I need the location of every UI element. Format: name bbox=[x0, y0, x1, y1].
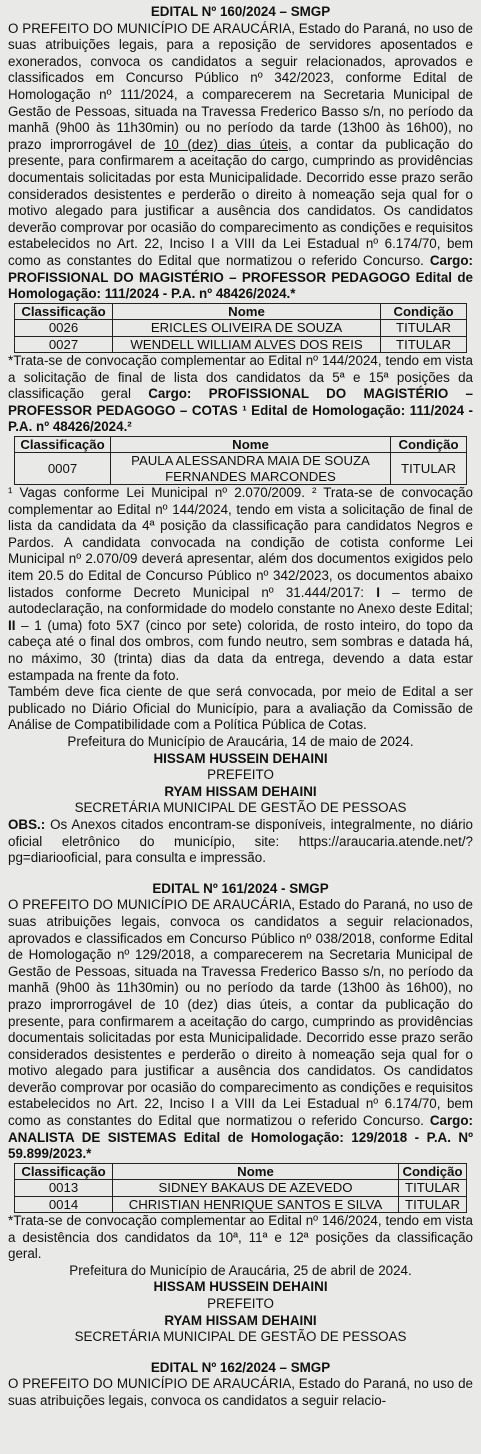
candidates-table bbox=[14, 436, 467, 485]
column-header: Nome bbox=[113, 303, 381, 319]
edital-title: EDITAL Nº 162/2024 – SMGP bbox=[150, 1359, 331, 1375]
signatory-role: SECRETÁRIA MUNICIPAL DE GESTÃO DE PESSOAS bbox=[74, 800, 407, 816]
prazo-text: 10 (dez) dias úteis bbox=[163, 136, 288, 152]
table-row bbox=[15, 1180, 467, 1196]
signatory-role: PREFEITO bbox=[207, 1296, 274, 1312]
edital-body: O PREFEITO DO MUNICÍPIO DE ARAUCÁRIA, Estado do Paraná, no uso de suas atribuições legais, convoca os candidatos a seguir relacio- bbox=[8, 1376, 473, 1408]
edital-body bbox=[8, 21, 473, 303]
note-text: *Trata-se de convocação complementar ao Edital nº 144/2024, tendo em vista a solicitação de final de lista dos candidatos da 5ª e 15ª posições da classificação geral bbox=[8, 352, 473, 402]
intro-continuation: , a contar da publicação do presente, para confirmarem a aceitação do cargo, cumprindo as providências documentais solicitadas por esta Municipalidade. Decorrido esse prazo serão considerados desistentes e perderão o direito à nomeação seja qual for o motivo alegado para justificar a ausência dos candidatos. Os candidatos deverão comprovar por ocasião do comparecimento as condições e requisitos estabelecidos no Art. 22, Inciso I a VIII da Lei Estadual nº 6.174/70, bem como as constantes do Edital que normatizou o referido Concurso. bbox=[8, 136, 473, 268]
table-cell: 0027 bbox=[15, 336, 113, 352]
candidates-table bbox=[14, 1163, 467, 1213]
table-cell: TITULAR bbox=[391, 453, 467, 485]
item-text: – termo de autodeclaração, na conformidade do modelo constante no Anexo deste Edital; bbox=[8, 584, 473, 617]
table-cell: CHRISTIAN HENRIQUE SANTOS E SILVA bbox=[113, 1196, 399, 1212]
column-header: Condição bbox=[391, 436, 467, 452]
table-row bbox=[15, 320, 467, 336]
table-cell: 0014 bbox=[15, 1196, 113, 1212]
column-header: Nome bbox=[113, 1163, 399, 1179]
edital-162 bbox=[8, 1360, 473, 1410]
signatory-name: HISSAM HUSSEIN DEHAINI bbox=[153, 1279, 328, 1295]
signatory-role: PREFEITO bbox=[207, 767, 274, 783]
table-header-row bbox=[15, 303, 467, 319]
column-header: Classificação bbox=[15, 1163, 113, 1179]
footnote: *Trata-se de convocação complementar ao Edital nº 146/2024, tendo em vista a desistência dos candidatos da 10ª, 11ª e 12ª posições da classificação geral. bbox=[8, 1213, 473, 1262]
table-header-row bbox=[15, 1163, 467, 1179]
obs-label: OBS.: bbox=[8, 816, 46, 832]
column-header: Classificação bbox=[15, 436, 111, 452]
table-row bbox=[15, 1196, 467, 1212]
intro-text: O PREFEITO DO MUNICÍPIO DE ARAUCÁRIA, Estado do Paraná, no uso de suas atribuições legais, para a reposição de servidores aposentados e exonerados, convoca os candidatos a seguir relacionados, aprovados e classificados em Concurso Público nº 342/2023, conforme Edital de Homologação nº 111/2024, a comparecerem na Secretaria Municipal de Gestão de Pessoas, situada na Travessa Frederico Basso s/n, no período da manhã (9h00 às 11h30min) ou no período da tarde (13h00 às 16h00), no prazo improrrogável de bbox=[8, 20, 473, 152]
signatory-name: RYAM HISSAM DEHAINI bbox=[164, 1312, 317, 1328]
edital-title: EDITAL Nº 161/2024 - SMGP bbox=[152, 880, 329, 896]
signatory-role: SECRETÁRIA MUNICIPAL DE GESTÃO DE PESSOAS bbox=[74, 1329, 407, 1345]
date-line: Prefeitura do Município de Araucária, 14 de maio de 2024. bbox=[67, 734, 414, 749]
column-header: Classificação bbox=[15, 303, 113, 319]
table-cell: TITULAR bbox=[399, 1180, 467, 1196]
footnote bbox=[8, 485, 473, 684]
table-cell: SIDNEY BAKAUS DE AZEVEDO bbox=[113, 1180, 399, 1196]
item-label: I bbox=[376, 584, 380, 600]
table-cell: 0026 bbox=[15, 320, 113, 336]
column-header: Condição bbox=[381, 303, 467, 319]
table-cell: PAULA ALESSANDRA MAIA DE SOUZA FERNANDES MARCONDES bbox=[111, 453, 391, 485]
table-cell: ERICLES OLIVEIRA DE SOUZA bbox=[113, 320, 381, 336]
signatory-name: RYAM HISSAM DEHAINI bbox=[164, 783, 317, 799]
cargo-heading: Cargo: PROFISSIONAL DO MAGISTÉRIO – PROFESSOR PEDAGOGO – COTAS ¹ Edital de Homologação: 111/2024 - P.A. nº 48426/2024.² bbox=[8, 386, 473, 435]
edital-body bbox=[8, 897, 473, 1163]
note-text: ¹ Vagas conforme Lei Municipal nº 2.070/2009. ² Trata-se de convocação complementar ao Edital nº 144/2024, tendo em vista a solicitação de final de lista da candidata da 4ª posição da classificação para candidatos Negros e Pardos. A candidata convocada na condição de cotista conforme Lei Municipal nº 2.070/09 deverá apresentar, além dos documentos exigidos pelo item 20.5 do Edital de Concurso Público nº 342/2023, os documentos abaixo listados conforme Decreto Municipal nº 31.444/2017: bbox=[8, 485, 473, 600]
cargo-heading: Cargo: ANALISTA DE SISTEMAS Edital de Homologação: 129/2018 - P.A. Nº 59.899/2023.* bbox=[8, 1113, 473, 1162]
obs-paragraph bbox=[8, 817, 473, 867]
candidates-table bbox=[14, 303, 467, 353]
table-cell: 0013 bbox=[15, 1180, 113, 1196]
table-cell: TITULAR bbox=[399, 1196, 467, 1212]
signatory-name: HISSAM HUSSEIN DEHAINI bbox=[153, 750, 328, 766]
footnote bbox=[8, 353, 473, 436]
column-header: Nome bbox=[111, 436, 391, 452]
item-label: II bbox=[8, 617, 16, 633]
cargo-heading: Cargo: PROFISSIONAL DO MAGISTÉRIO – PROFESSOR PEDAGOGO Edital de Homologação: 111/2024 - P.A. nº 48426/2024.* bbox=[8, 252, 473, 302]
obs-text: Os Anexos citados encontram-se disponíveis, integralmente, no diário oficial eletrônico do município, site: https://araucaria.atende.net/?pg=diariooficial, para consulta e impressão. bbox=[8, 816, 473, 866]
table-cell: TITULAR bbox=[381, 320, 467, 336]
column-header: Condição bbox=[399, 1163, 467, 1179]
table-cell: 0007 bbox=[15, 453, 111, 485]
date-line: Prefeitura do Município de Araucária, 25 de abril de 2024. bbox=[69, 1262, 412, 1278]
edital-161 bbox=[8, 881, 473, 1346]
table-header-row bbox=[15, 436, 467, 452]
edital-title: EDITAL Nº 160/2024 – SMGP bbox=[150, 4, 331, 19]
table-row bbox=[15, 336, 467, 352]
notice-paragraph: Também deve fica ciente de que será convocada, por meio de Edital a ser publicado no Diário Oficial do Município, para a avaliação da Comissão de Análise de Compatibilidade com a Política Pública de Cotas. bbox=[8, 684, 473, 733]
document-page bbox=[8, 0, 473, 1410]
edital-160 bbox=[8, 4, 473, 867]
table-row bbox=[15, 453, 467, 485]
table-cell: WENDELL WILLIAM ALVES DOS REIS bbox=[113, 336, 381, 352]
item-text: – 1 (uma) foto 5X7 (cinco por sete) colorida, de rosto inteiro, do topo da cabeça até o final dos ombros, com fundo neutro, sem sombras e datada há, no máximo, 30 (trinta) dias da data da entrega, devendo a data estar estampada na frente da foto. bbox=[8, 617, 473, 683]
table-cell: TITULAR bbox=[381, 336, 467, 352]
intro-text: O PREFEITO DO MUNICÍPIO DE ARAUCÁRIA, Estado do Paraná, no uso de suas atribuições legais, convoca os candidatos a seguir relacionados, aprovados e classificados em Concurso Público nº 038/2018, conforme Edital de Homologação nº 129/2018, a comparecerem na Secretaria Municipal de Gestão de Pessoas, situada na Travessa Frederico Basso s/n, no período da manhã (9h00 às 11h30min) ou no período da tarde (13h00 às 16h00), no prazo improrrogável de 10 (dez) dias úteis, a contar da publicação do presente, para confirmarem a aceitação do cargo, cumprindo as providências documentais solicitadas por esta Municipalidade. Decorrido esse prazo serão considerados desistentes e perderão o direito à nomeação seja qual for o motivo alegado para justificar a ausência dos candidatos. Os candidatos deverão comprovar por ocasião do comparecimento as condições e requisitos estabelecidos no Art. 22, Inciso I a VIII da Lei Estadual nº 6.174/70, bem como as constantes do Edital que normatizou o referido Concurso. bbox=[8, 897, 473, 1129]
